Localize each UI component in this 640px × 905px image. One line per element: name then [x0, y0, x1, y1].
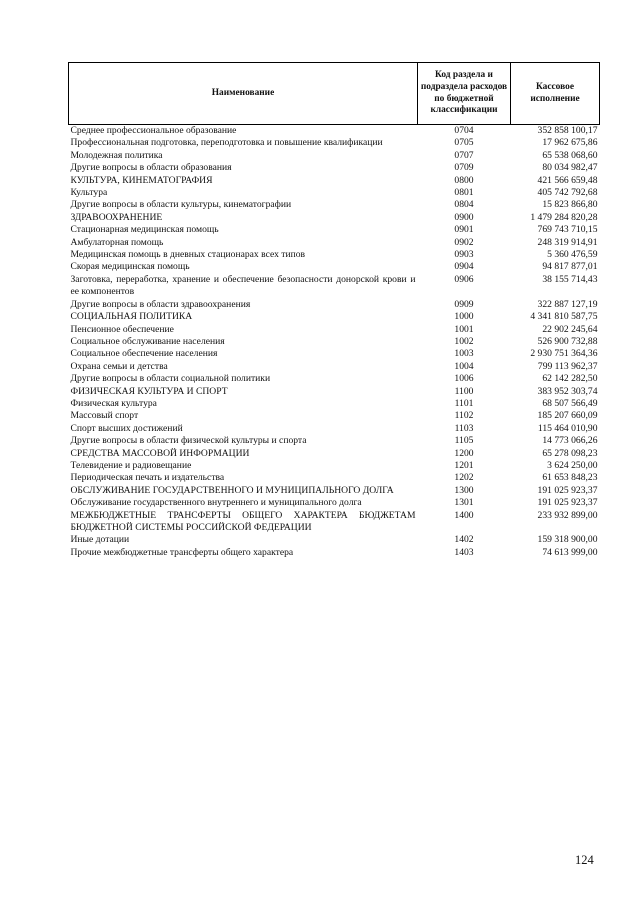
row-amount: 65 278 098,23 — [542, 447, 598, 459]
row-amount: 74 613 999,00 — [542, 546, 598, 558]
table-row — [69, 212, 600, 224]
table-row — [69, 336, 600, 348]
table-row — [69, 187, 600, 199]
header-name: Наименование — [69, 63, 418, 125]
row-code: 1403 — [454, 546, 474, 558]
row-code: 1100 — [454, 385, 474, 397]
row-code: 0902 — [454, 236, 474, 248]
table-row — [69, 274, 600, 299]
row-name: Стационарная медицинская помощь — [70, 224, 219, 236]
row-code: 1004 — [454, 360, 474, 372]
row-amount: 80 034 982,47 — [542, 162, 598, 174]
row-amount: 191 025 923,37 — [537, 484, 598, 496]
budget-execution-table — [68, 62, 600, 559]
row-code: 1301 — [454, 497, 474, 509]
row-name: Молодежная политика — [70, 149, 163, 161]
table-row — [69, 534, 600, 546]
row-code: 0801 — [454, 187, 474, 199]
row-amount: 799 113 962,37 — [537, 360, 598, 372]
table-row — [69, 423, 600, 435]
row-name: ФИЗИЧЕСКАЯ КУЛЬТУРА И СПОРТ — [70, 385, 228, 397]
row-amount: 65 538 068,60 — [542, 149, 598, 161]
table-row — [69, 373, 600, 385]
row-code: 1201 — [454, 459, 474, 471]
row-code: 0707 — [454, 149, 474, 161]
table-row — [69, 224, 600, 236]
table-row — [69, 398, 600, 410]
row-code: 1400 — [454, 509, 474, 521]
row-amount: 115 464 010,90 — [537, 422, 598, 434]
row-name: Культура — [70, 187, 108, 199]
row-name: Среднее профессиональное образование — [70, 125, 237, 136]
row-amount: 15 823 866,80 — [542, 199, 598, 211]
row-code: 1003 — [454, 348, 474, 360]
row-amount: 3 624 250,00 — [547, 459, 598, 471]
table-row — [69, 175, 600, 187]
row-amount: 191 025 923,37 — [537, 497, 598, 509]
row-amount: 1 479 284 820,28 — [530, 211, 598, 223]
row-name: Социальное обслуживание населения — [70, 335, 225, 347]
row-code: 1105 — [454, 435, 474, 447]
row-name: Иные дотации — [70, 534, 130, 546]
row-amount: 769 743 710,15 — [537, 224, 598, 236]
table-row — [69, 348, 600, 360]
row-code: 1101 — [454, 397, 474, 409]
row-name: Периодическая печать и издательства — [70, 472, 225, 484]
row-amount: 68 507 566,49 — [542, 397, 598, 409]
row-code: 1200 — [454, 447, 474, 459]
row-code: 0901 — [454, 224, 474, 236]
row-name: Заготовка, переработка, хранение и обеспечение безопасности донорской крови и ее компонентов — [70, 273, 416, 298]
row-name: Профессиональная подготовка, переподготовка и повышение квалификации — [70, 137, 383, 149]
table-row — [69, 311, 600, 323]
row-name: Амбулаторная помощь — [70, 236, 164, 248]
table-row — [69, 497, 600, 509]
row-name: Социальное обеспечение населения — [70, 348, 218, 360]
table-row — [69, 510, 600, 535]
table-row — [69, 137, 600, 149]
row-name: Пенсионное обеспечение — [70, 323, 174, 335]
table-body — [69, 125, 600, 560]
table-row — [69, 361, 600, 373]
row-name: Телевидение и радиовещание — [70, 459, 192, 471]
row-name: Другие вопросы в области образования — [70, 162, 232, 174]
row-code: 0906 — [454, 273, 474, 285]
row-name: Спорт высших достижений — [70, 422, 183, 434]
table-header — [69, 63, 600, 125]
table-row — [69, 125, 600, 138]
table-row — [69, 472, 600, 484]
row-amount: 22 902 245,64 — [542, 323, 598, 335]
row-code: 0800 — [454, 174, 474, 186]
row-code: 1102 — [454, 410, 474, 422]
table-row — [69, 150, 600, 162]
row-code: 0709 — [454, 162, 474, 174]
table-row — [69, 435, 600, 447]
table-row — [69, 261, 600, 273]
table-row — [69, 324, 600, 336]
table-row — [69, 249, 600, 261]
row-name: ОБСЛУЖИВАНИЕ ГОСУДАРСТВЕННОГО И МУНИЦИПАЛЬНОГО ДОЛГА — [70, 484, 394, 496]
row-name: СРЕДСТВА МАССОВОЙ ИНФОРМАЦИИ — [70, 447, 250, 459]
table-row — [69, 485, 600, 497]
table-row — [69, 460, 600, 472]
row-code: 1002 — [454, 335, 474, 347]
table-row — [69, 237, 600, 249]
row-code: 0705 — [454, 137, 474, 149]
row-code: 0804 — [454, 199, 474, 211]
row-amount: 62 142 282,50 — [542, 373, 598, 385]
row-name: Массовый спорт — [70, 410, 139, 422]
row-amount: 61 653 848,23 — [542, 472, 598, 484]
row-code: 0904 — [454, 261, 474, 273]
row-amount: 94 817 877,01 — [542, 261, 598, 273]
row-code: 0704 — [454, 125, 474, 136]
row-code: 0903 — [454, 249, 474, 261]
row-name: КУЛЬТУРА, КИНЕМАТОГРАФИЯ — [70, 174, 213, 186]
header-code: Код раздела и подраздела расходов по бюджетной классификации — [418, 63, 511, 125]
table-row — [69, 386, 600, 398]
row-name: Другие вопросы в области социальной политики — [70, 373, 271, 385]
row-code: 1103 — [454, 422, 474, 434]
row-amount: 4 341 810 587,75 — [530, 311, 598, 323]
row-amount: 383 952 303,74 — [537, 385, 598, 397]
row-name: Другие вопросы в области физической культуры и спорта — [70, 435, 307, 447]
table-row — [69, 448, 600, 460]
row-name: Физическая культура — [70, 397, 157, 409]
row-name: МЕЖБЮДЖЕТНЫЕ ТРАНСФЕРТЫ ОБЩЕГО ХАРАКТЕРА БЮДЖЕТАМ БЮДЖЕТНОЙ СИСТЕМЫ РОССИЙСКОЙ ФЕДЕРАЦИИ — [70, 509, 416, 533]
row-name: Прочие межбюджетные трансферты общего характера — [70, 546, 294, 558]
row-code: 1202 — [454, 472, 474, 484]
table-row — [69, 199, 600, 211]
row-amount: 14 773 066,26 — [542, 435, 598, 447]
header-amount: Кассовое исполнение — [511, 63, 600, 125]
row-amount: 2 930 751 364,36 — [530, 348, 598, 360]
row-amount: 421 566 659,48 — [537, 174, 598, 186]
row-name: Скорая медицинская помощь — [70, 261, 190, 273]
row-code: 0900 — [454, 211, 474, 223]
row-code: 1001 — [454, 323, 474, 335]
row-name: Охрана семьи и детства — [70, 360, 168, 372]
row-name: ЗДРАВООХРАНЕНИЕ — [70, 211, 163, 223]
row-name: Обслуживание государственного внутреннего и муниципального долга — [70, 497, 362, 509]
row-code: 1006 — [454, 373, 474, 385]
row-code: 1300 — [454, 484, 474, 496]
row-name: Другие вопросы в области здравоохранения — [70, 298, 251, 310]
row-amount: 526 900 732,88 — [537, 335, 598, 347]
row-amount: 185 207 660,09 — [537, 410, 598, 422]
row-code: 0909 — [454, 298, 474, 310]
row-name: СОЦИАЛЬНАЯ ПОЛИТИКА — [70, 311, 193, 323]
row-amount: 248 319 914,91 — [537, 236, 598, 248]
row-amount: 17 962 675,86 — [542, 137, 598, 149]
row-amount: 233 932 899,00 — [537, 509, 598, 521]
table-row — [69, 162, 600, 174]
row-amount: 38 155 714,43 — [542, 273, 598, 285]
row-amount: 405 742 792,68 — [537, 187, 598, 199]
row-code: 1402 — [454, 534, 474, 546]
row-name: Медицинская помощь в дневных стационарах всех типов — [70, 249, 306, 261]
row-amount: 159 318 900,00 — [537, 534, 598, 546]
row-amount: 322 887 127,19 — [537, 298, 598, 310]
table-row — [69, 299, 600, 311]
row-code: 1000 — [454, 311, 474, 323]
page-number: 124 — [575, 853, 594, 867]
row-name: Другие вопросы в области культуры, кинематографии — [70, 199, 292, 211]
row-amount: 352 858 100,17 — [537, 125, 598, 136]
table-row — [69, 547, 600, 559]
row-amount: 5 360 476,59 — [547, 249, 598, 261]
table-row — [69, 410, 600, 422]
